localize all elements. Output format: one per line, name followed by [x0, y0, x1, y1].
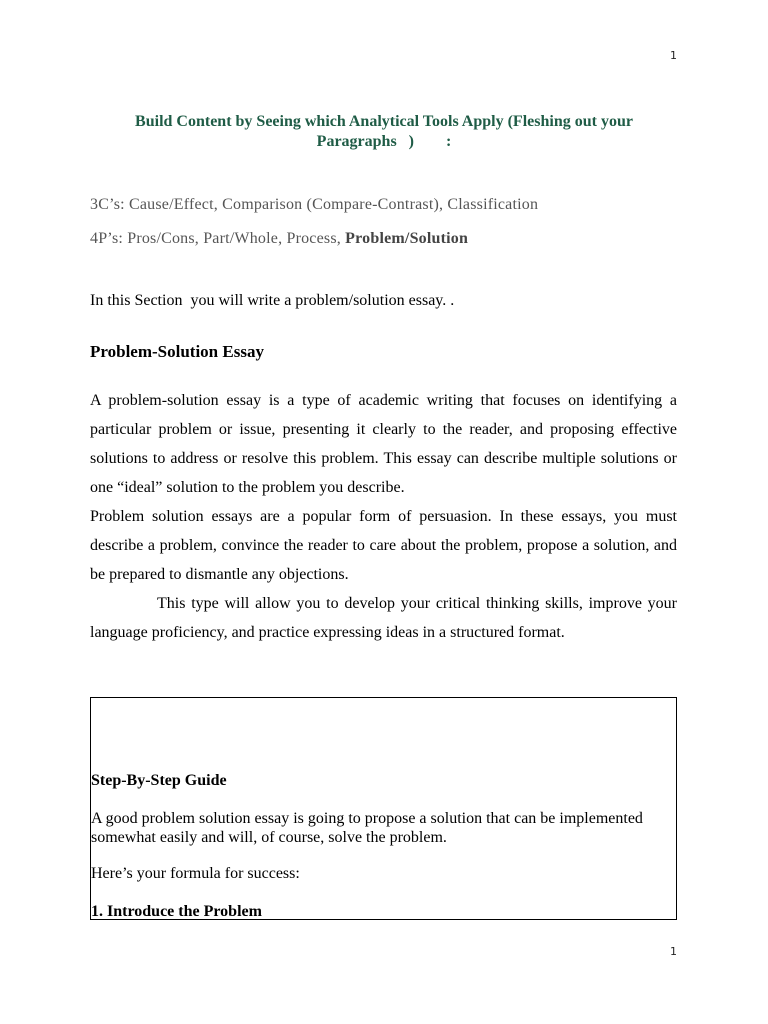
- guide-formula: Here’s your formula for success:: [91, 865, 300, 882]
- title-line-1: Build Content by Seeing which Analytical Tools Apply (Fleshing out your: [135, 113, 633, 130]
- document-title: [110, 112, 658, 152]
- guide-step-1: 1. Introduce the Problem: [91, 903, 262, 920]
- four-ps-line: [90, 230, 680, 248]
- guide-paragraph: A good problem solution essay is going to propose a solution that can be implemented somewhat easily and will, of course, solve the problem.: [91, 810, 643, 846]
- paragraph-persuasion: Problem solution essays are a popular form of persuasion. In these essays, you must describe a problem, convince the reader to care about the problem, propose a solution, and be prepared to dismantle any objections.: [90, 508, 677, 583]
- section-intro: In this Section you will write a problem/solution essay. .: [90, 292, 455, 309]
- guide-title: Step-By-Step Guide: [91, 772, 227, 789]
- paragraph-benefits: This type will allow you to develop your critical thinking skills, improve your language proficiency, and practice expressing ideas in a structured format.: [90, 595, 677, 641]
- essay-description: [90, 386, 677, 647]
- page-number-bottom: 1: [670, 945, 677, 958]
- step-by-step-guide-box: [90, 697, 677, 920]
- title-line-2: Paragraphs ) :: [316, 133, 452, 150]
- page-number-top: 1: [670, 49, 677, 62]
- four-ps-prefix: 4P’s: Pros/Cons, Part/Whole, Process,: [90, 230, 346, 247]
- four-ps-highlight: Problem/Solution: [345, 230, 469, 247]
- section-heading: Problem-Solution Essay: [90, 342, 264, 361]
- three-cs-line: 3C’s: Cause/Effect, Comparison (Compare-Contrast), Classification: [90, 196, 539, 213]
- paragraph-definition: A problem-solution essay is a type of academic writing that focuses on identifying a particular problem or issue, presenting it clearly to the reader, and proposing effective solutions to address or resolve this problem. This essay can describe multiple solutions or one “ideal” solution to the problem you describe.: [90, 392, 677, 496]
